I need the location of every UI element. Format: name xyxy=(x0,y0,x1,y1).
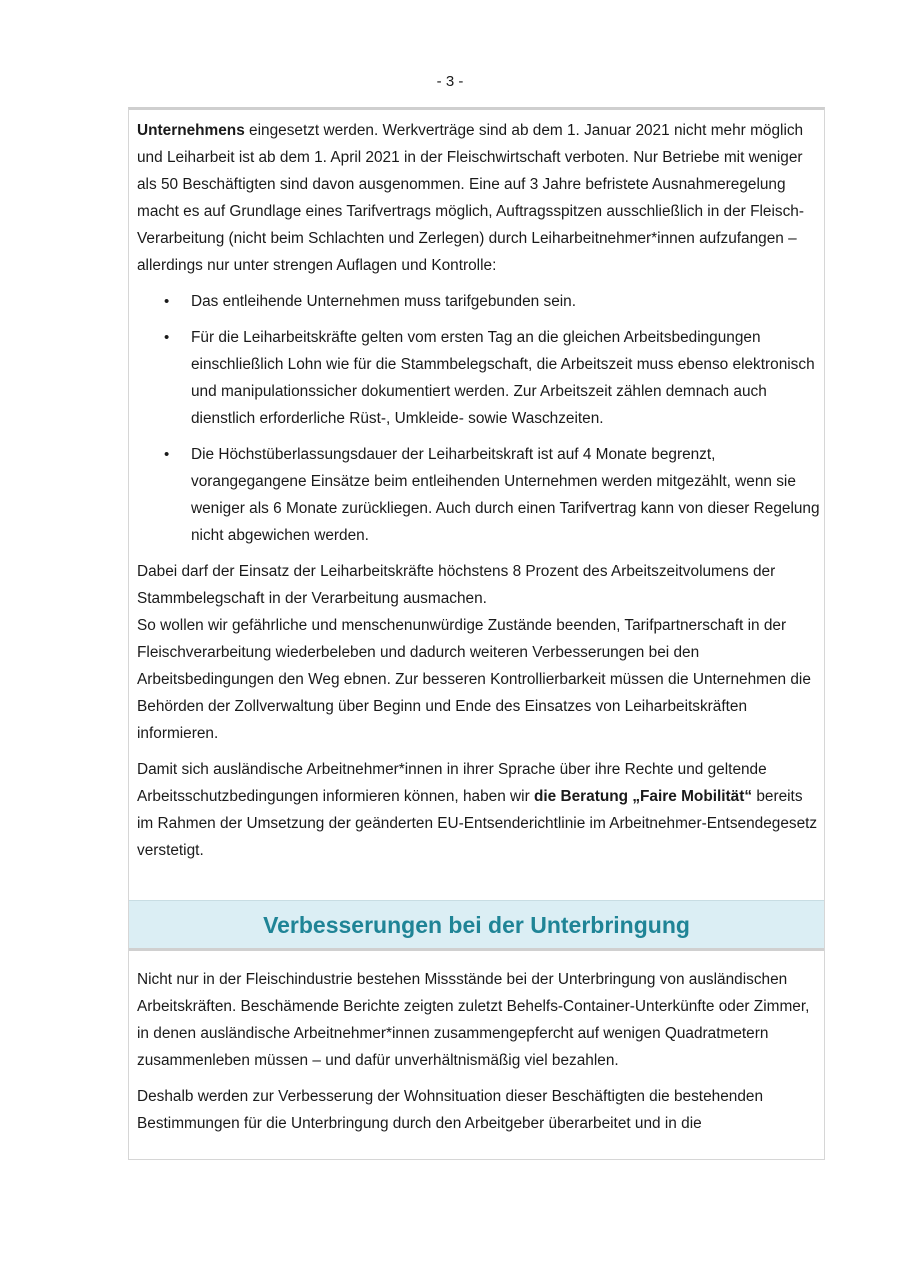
list-item: • Das entleihende Unternehmen muss tarifgebunden sein. xyxy=(191,288,821,315)
counseling-bold: die Beratung „Faire Mobilität“ xyxy=(534,788,753,805)
list-item: • Für die Leiharbeitskräfte gelten vom ersten Tag an die gleichen Arbeitsbedingungen einschließlich Lohn wie für die Stammbelegschaft, die Arbeitszeit muss ebenso elektronisch und manipulationssicher dokumentiert werden. Zur Arbeitszeit zählen demnach auch dienstlich erforderliche Rüst-, Umkleide- sowie Waschzeiten. xyxy=(191,324,821,432)
paragraph-goals: So wollen wir gefährliche und menschenunwürdige Zustände beenden, Tarifpartnerschaft in der Fleischverarbeitung wiederbeleben und dadurch weiteren Verbesserungen bei den Arbeitsbedingungen den Weg ebnen. Zur besseren Kontrollierbarkeit müssen die Unternehmen die Behörden der Zollverwaltung über Beginn und Ende des Einsatzes von Leiharbeitskräften informieren. xyxy=(137,617,811,742)
conditions-list xyxy=(137,288,821,549)
intro-text: eingesetzt werden. Werkverträge sind ab dem 1. Januar 2021 nicht mehr möglich und Leiharbeit ist ab dem 1. April 2021 in der Fleischwirtschaft verboten. Nur Betriebe mit weniger als 50 Beschäftigten sind davon ausgenommen. Eine auf 3 Jahre befristete Ausnahmeregelung macht es auf Grundlage eines Tarifvertrags möglich, Auftragsspitzen ausschließlich in der Fleisch-Verarbeitung (nicht beim Schlachten und Zerlegen) durch Leiharbeitnehmer*innen aufzufangen – allerdings nur unter strengen Auflagen und Kontrolle: xyxy=(137,122,804,274)
section-heading: Verbesserungen bei der Unterbringung xyxy=(263,912,690,938)
section-one xyxy=(137,117,821,864)
section-two xyxy=(137,966,821,1137)
list-item: • Die Höchstüberlassungsdauer der Leiharbeitskraft ist auf 4 Monate begrenzt, vorangegangene Einsätze beim entleihenden Unternehmen werden mitgezählt, wenn sie weniger als 6 Monate zurückliegen. Auch durch einen Tarifvertrag kann von dieser Regelung nicht abgewichen werden. xyxy=(191,441,821,549)
intro-paragraph xyxy=(137,117,821,279)
counseling-text-a: Damit sich ausländische Arbeitnehmer*innen in ihrer Sprache über ihre Rechte und geltende Arbeitsschutzbedingungen informieren können, haben wir xyxy=(137,761,767,805)
paragraph-regulations: Deshalb werden zur Verbesserung der Wohnsituation dieser Beschäftigten die bestehenden Bestimmungen für die Unterbringung durch den Arbeitgeber überarbeitet und in die xyxy=(137,1088,764,1132)
intro-bold-term: Unternehmens xyxy=(137,122,245,139)
paragraph-share-limit: Dabei darf der Einsatz der Leiharbeitskräfte höchstens 8 Prozent des Arbeitszeitvolumens der Stammbelegschaft in der Verarbeitung ausmachen. xyxy=(137,563,776,607)
paragraph-accommodation: Nicht nur in der Fleischindustrie bestehen Missstände bei der Unterbringung von ausländischen Arbeitskräften. Beschämende Berichte zeigten zuletzt Behelfs-Container-Unterkünfte oder Zimmer, in denen ausländische Arbeitnehmer*innen zusammengepfercht auf wenigen Quadratmetern zusammenleben müssen – und dafür unverhältnismäßig viel bezahlen. xyxy=(137,971,810,1069)
counseling-text-b: bereits im Rahmen der Umsetzung der geänderten EU-Entsenderichtlinie im Arbeitnehmer-Entsendegesetz verstetigt. xyxy=(137,788,818,859)
page-number: - 3 - xyxy=(436,73,464,90)
section-heading-band xyxy=(129,900,824,951)
paragraph-counseling xyxy=(137,756,821,864)
